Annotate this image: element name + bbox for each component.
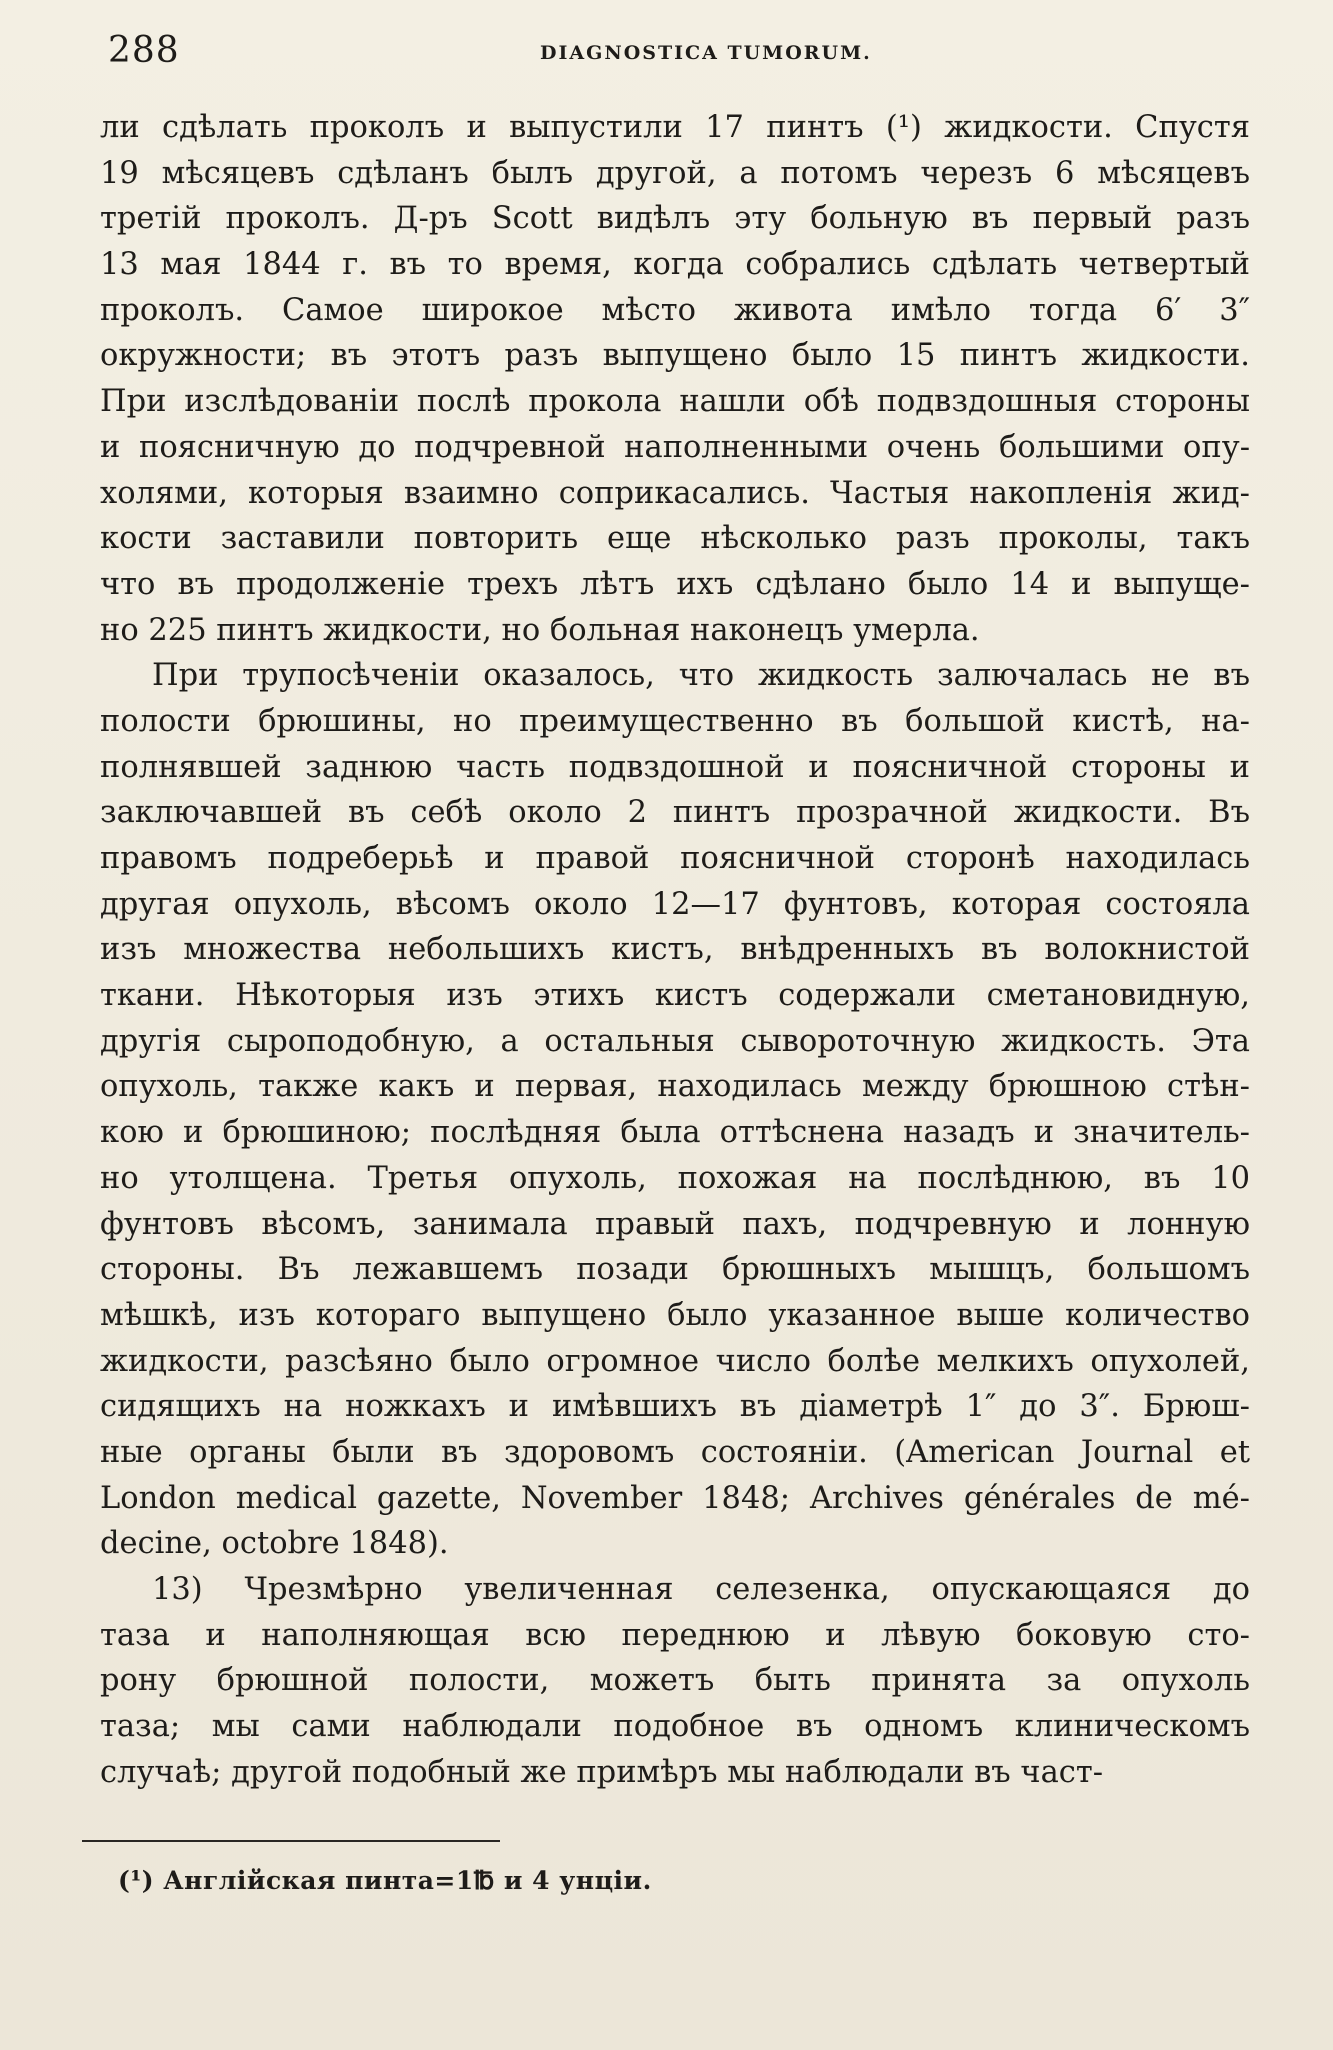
text-line: окружности; въ этотъ разъ выпущено было 15 пинтъ жидкости. <box>100 338 1250 374</box>
text-line: ные органы были въ здоровомъ состояніи. (American Journal et <box>100 1434 1250 1470</box>
text-line: рону брюшной полости, можетъ быть принята за опухоль <box>100 1663 1250 1699</box>
text-line: но утолщена. Третья опухоль, похожая на послѣднюю, въ 10 <box>100 1160 1250 1196</box>
text-line: При трупосѣченіи оказалось, что жидкость залючалась не въ <box>152 658 1250 694</box>
text-line: сидящихъ на ножкахъ и имѣвшихъ въ діаметрѣ 1″ до 3″. Брюш- <box>100 1389 1250 1425</box>
text-line: кости заставили повторить еще нѣсколько разъ проколы, такъ <box>100 521 1250 557</box>
text-line: другія сыроподобную, а остальныя сывороточную жидкость. Эта <box>100 1023 1250 1059</box>
text-line: decine, octobre 1848). <box>100 1526 449 1562</box>
text-line: При изслѣдованіи послѣ прокола нашли обѣ подвздошныя стороны <box>100 384 1250 420</box>
text-line: полости брюшины, но преимущественно въ большой кистѣ, на- <box>100 703 1250 739</box>
paragraph <box>100 653 1250 1567</box>
text-line: жидкости, разсѣяно было огромное число болѣе мелкихъ опухолей, <box>100 1343 1250 1379</box>
page-header <box>108 30 1248 80</box>
text-line: но 225 пинтъ жидкости, но больная наконецъ умерла. <box>100 612 980 648</box>
text-line: другая опухоль, вѣсомъ около 12—17 фунтовъ, которая состояла <box>100 886 1250 922</box>
footnote-rule <box>82 1840 500 1842</box>
text-line: заключавшей въ себѣ около 2 пинтъ прозрачной жидкости. Въ <box>100 795 1250 831</box>
text-line: третій проколъ. Д-ръ Scott видѣлъ эту больную въ первый разъ <box>100 201 1250 237</box>
text-line: London medical gazette, November 1848; Archives générales de mé- <box>100 1480 1250 1516</box>
text-line: 19 мѣсяцевъ сдѣланъ былъ другой, а потомъ черезъ 6 мѣсяцевъ <box>100 155 1250 191</box>
text-line: ли сдѣлать проколъ и выпустили 17 пинтъ (¹) жидкости. Спустя <box>100 110 1250 145</box>
text-line: и поясничную до подчревной наполненными очень большими опу- <box>100 429 1250 465</box>
body-text <box>100 105 1250 1795</box>
text-line: полнявшей заднюю часть подвздошной и поясничной стороны и <box>100 749 1250 785</box>
text-line: 13) Чрезмѣрно увеличенная селезенка, опускающаяся до <box>152 1572 1250 1607</box>
text-line: ткани. Нѣкоторыя изъ этихъ кистъ содержали сметановидную, <box>100 978 1250 1014</box>
text-line: проколъ. Самое широкое мѣсто живота имѣло тогда 6′ 3″ <box>100 292 1250 328</box>
text-line: 13 мая 1844 г. въ то время, когда собрались сдѣлать четвертый <box>100 247 1250 283</box>
text-line: холями, которыя взаимно соприкасались. Частыя накопленія жид- <box>100 475 1250 511</box>
text-line: фунтовъ вѣсомъ, занимала правый пахъ, подчревную и лонную <box>100 1206 1250 1242</box>
page-number: 288 <box>108 30 180 71</box>
text-line: что въ продолженіе трехъ лѣтъ ихъ сдѣлано было 14 и выпуще- <box>100 566 1250 602</box>
text-line: правомъ подреберьѣ и правой поясничной сторонѣ находилась <box>100 841 1250 876</box>
text-line: опухоль, также какъ и первая, находилась между брюшною стѣн- <box>100 1069 1250 1105</box>
text-line: кою и брюшиною; послѣдняя была оттѣснена назадъ и значитель- <box>100 1115 1250 1151</box>
text-line: таза и наполняющая всю переднюю и лѣвую боковую сто- <box>100 1617 1250 1653</box>
text-line: мѣшкѣ, изъ котораго выпущено было указанное выше количество <box>100 1297 1250 1333</box>
paragraph <box>100 105 1250 653</box>
text-line: стороны. Въ лежавшемъ позади брюшныхъ мышцъ, большомъ <box>100 1252 1250 1288</box>
footnote: (¹) Англійская пинта=1℔ и 4 унціи. <box>118 1866 652 1895</box>
text-line: таза; мы сами наблюдали подобное въ одномъ клиническомъ <box>100 1709 1250 1745</box>
paragraph <box>100 1567 1250 1795</box>
text-line: случаѣ; другой подобный же примѣръ мы наблюдали въ част- <box>100 1754 1104 1790</box>
running-head: DIAGNOSTICA TUMORUM. <box>540 42 872 64</box>
text-line: изъ множества небольшихъ кистъ, внѣдренныхъ въ волокнистой <box>100 932 1250 968</box>
